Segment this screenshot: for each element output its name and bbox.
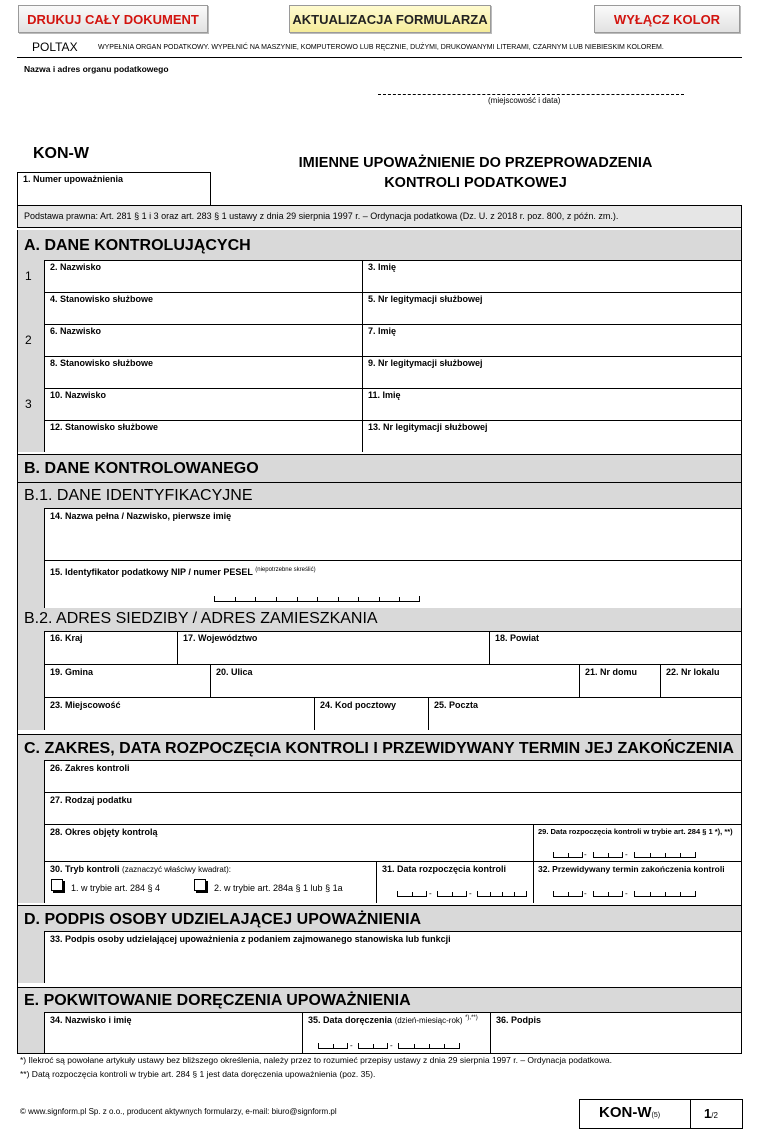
delivery-date-note: (dzień-miesiąc-rok) [394, 1016, 463, 1025]
section-b-title: B. DANE KONTROLOWANEGO [24, 460, 259, 477]
date29-year[interactable] [634, 852, 696, 858]
copyright: © www.signform.pl Sp. z o.o., producent aktywnych formularzy, e-mail: biuro@signform.pl [20, 1107, 337, 1116]
right-border [741, 205, 742, 1053]
delivery-date-field[interactable] [308, 1015, 478, 1025]
controller-1-number: 1 [25, 269, 32, 283]
section-a-title: A. DANE KONTROLUJĄCYCH [24, 237, 251, 254]
house-number-field[interactable]: 21. Nr domu [585, 667, 638, 677]
date35-month[interactable] [358, 1043, 388, 1049]
date35-sep2: - [390, 1041, 393, 1050]
footer-form-code-text: KON-W [599, 1104, 652, 1121]
place-date-line [378, 94, 684, 95]
date29-sep2: - [625, 850, 628, 859]
place-date-label: (miejscowość i data) [488, 96, 561, 105]
position-2-field[interactable]: 8. Stanowisko służbowe [50, 358, 154, 368]
position-3-field[interactable]: 12. Stanowisko służbowe [50, 422, 159, 432]
section-d-title: D. PODPIS OSOBY UDZIELAJĄCEJ UPOWAŻNIENIA [24, 911, 422, 928]
start-date-field[interactable]: 31. Data rozpoczęcia kontroli [382, 864, 507, 874]
update-form-button[interactable]: AKTUALIZACJA FORMULARZA [289, 5, 491, 33]
name-2-field[interactable]: 7. Imię [368, 326, 397, 336]
date29-month[interactable] [593, 852, 623, 858]
date31-month[interactable] [437, 891, 467, 897]
surname-1-field[interactable]: 2. Nazwisko [50, 262, 102, 272]
position-1-field[interactable]: 4. Stanowisko służbowe [50, 294, 154, 304]
name-1-field[interactable]: 3. Imię [368, 262, 397, 272]
date31-year[interactable] [477, 891, 527, 897]
controller-2-number: 2 [25, 333, 32, 347]
footnote-2: **) Datą rozpoczęcia kontroli w trybie art. 284 § 1 jest data doręczenia upoważnienia (poz. 35). [20, 1069, 376, 1079]
form-title-line1: IMIENNE UPOWAŻNIENIE DO PRZEPROWADZENIA [298, 155, 653, 171]
voivodeship-field[interactable]: 17. Województwo [183, 633, 258, 643]
identification-group [44, 508, 742, 608]
recipient-signature-field[interactable]: 36. Podpis [496, 1015, 542, 1025]
apartment-number-field[interactable]: 22. Nr lokalu [666, 667, 720, 677]
organ-label: Nazwa i adres organu podatkowego [24, 64, 169, 74]
street-field[interactable]: 20. Ulica [216, 667, 253, 677]
recipient-name-field[interactable]: 34. Nazwisko i imię [50, 1015, 132, 1025]
date32-sep1: - [584, 889, 587, 898]
period-field[interactable]: 28. Okres objęty kontrolą [50, 827, 158, 837]
left-border [17, 230, 18, 1053]
name-3-field[interactable]: 11. Imię [368, 390, 401, 400]
page-current: 1 [704, 1106, 712, 1121]
mode-284a-checkbox[interactable] [194, 879, 206, 891]
date32-day[interactable] [553, 891, 583, 897]
footer-version: (5) [651, 1112, 661, 1119]
nip-pesel-label: 15. Identyfikator podatkowy NIP / numer PESEL [50, 567, 253, 577]
date31-sep2: - [469, 889, 472, 898]
footer-form-code [599, 1104, 660, 1121]
section-e-title: E. POKWITOWANIE DORĘCZENIA UPOWAŻNIENIA [24, 992, 411, 1009]
id-2-field[interactable]: 9. Nr legitymacji służbowej [368, 358, 483, 368]
disable-color-button[interactable]: WYŁĄCZ KOLOR [594, 5, 740, 33]
footnote-1: *) Ilekroć są powołane artykuły ustawy bez bliższego określenia, należy przez to rozumieć przepisy ustawy z dnia 29 sierpnia 1997 r. – Ordynacja podatkowa. [20, 1055, 612, 1065]
country-field[interactable]: 16. Kraj [50, 633, 83, 643]
date35-year[interactable] [398, 1043, 460, 1049]
controller-3-number: 3 [25, 397, 32, 411]
date29-day[interactable] [553, 852, 583, 858]
date32-month[interactable] [593, 891, 623, 897]
nip-pesel-field[interactable] [50, 567, 316, 577]
address-group [44, 631, 742, 730]
end-date-field[interactable]: 32. Przewidywany termin zakończenia kontroli [538, 864, 725, 874]
control-scope-field[interactable]: 26. Zakres kontroli [50, 763, 130, 773]
date31-day[interactable] [397, 891, 427, 897]
control-mode-field [50, 864, 231, 874]
post-office-field[interactable]: 25. Poczta [434, 700, 479, 710]
commune-field[interactable]: 19. Gmina [50, 667, 94, 677]
start-date-284-field[interactable]: 29. Data rozpoczęcia kontroli w trybie art. 284 § 1 *), **) [538, 827, 733, 836]
date29-sep1: - [584, 850, 587, 859]
surname-2-field[interactable]: 6. Nazwisko [50, 326, 102, 336]
surname-3-field[interactable]: 10. Nazwisko [50, 390, 107, 400]
id-3-field[interactable]: 13. Nr legitymacji służbowej [368, 422, 488, 432]
section-c-title: C. ZAKRES, DATA ROZPOCZĘCIA KONTROLI I PRZEWIDYWANY TERMIN JEJ ZAKOŃCZENIA [24, 740, 734, 757]
county-field[interactable]: 18. Powiat [495, 633, 540, 643]
mode-284-4-checkbox[interactable] [51, 879, 63, 891]
date35-day[interactable] [318, 1043, 348, 1049]
issuer-signature-label: 33. Podpis osoby udzielającej upoważnienia z podaniem zajmowanego stanowiska lub funkcji [50, 934, 451, 944]
control-mode-note: (zaznaczyć właściwy kwadrat): [122, 865, 231, 874]
page-number [704, 1106, 718, 1121]
date32-sep2: - [625, 889, 628, 898]
page-total: /2 [711, 1111, 718, 1120]
postal-code-field[interactable]: 24. Kod pocztowy [320, 700, 397, 710]
section-b2-title: B.2. ADRES SIEDZIBY / ADRES ZAMIESZKANIA [24, 610, 378, 627]
instructions: WYPEŁNIA ORGAN PODATKOWY. WYPEŁNIĆ NA MASZYNIE, KOMPUTEROWO LUB RĘCZNIE, DUŻYMI, DRUKOWANYMI LITERAMI, CZARNYM LUB NIEBIESKIM KOLOREM. [98, 44, 664, 51]
nip-pesel-note: (niepotrzebne skreślić) [255, 567, 316, 573]
full-name-field[interactable]: 14. Nazwa pełna / Nazwisko, pierwsze imię [50, 511, 232, 521]
print-document-button[interactable]: DRUKUJ CAŁY DOKUMENT [18, 5, 208, 33]
id-1-field[interactable]: 5. Nr legitymacji służbowej [368, 294, 483, 304]
poltax-label: POLTAX [32, 40, 78, 54]
date32-year[interactable] [634, 891, 696, 897]
nip-digit-boxes[interactable] [214, 596, 420, 602]
mode-284-4-label: 1. w trybie art. 284 § 4 [71, 883, 161, 893]
section-b1-title: B.1. DANE IDENTYFIKACYJNE [24, 487, 253, 504]
form-title [258, 153, 693, 193]
form-title-line2: KONTROLI PODATKOWEJ [384, 175, 567, 191]
city-field[interactable]: 23. Miejscowość [50, 700, 121, 710]
delivery-date-label: 35. Data doręczenia [308, 1015, 393, 1025]
date35-sep1: - [350, 1041, 353, 1050]
delivery-date-marks: *),**) [465, 1015, 478, 1021]
date31-sep1: - [429, 889, 432, 898]
mode-284a-label: 2. w trybie art. 284a § 1 lub § 1a [214, 883, 343, 893]
legal-basis: Podstawa prawna: Art. 281 § 1 i 3 oraz art. 283 § 1 ustawy z dnia 29 sierpnia 1997 r. – Ordynacja podatkowa (Dz. U. z 2018 r. poz. 800, z późn. zm.). [24, 211, 619, 221]
control-mode-label: 30. Tryb kontroli [50, 864, 120, 874]
field-1-label: 1. Numer upoważnienia [23, 174, 124, 184]
form-code: KON-W [33, 145, 89, 162]
tax-type-field[interactable]: 27. Rodzaj podatku [50, 795, 133, 805]
